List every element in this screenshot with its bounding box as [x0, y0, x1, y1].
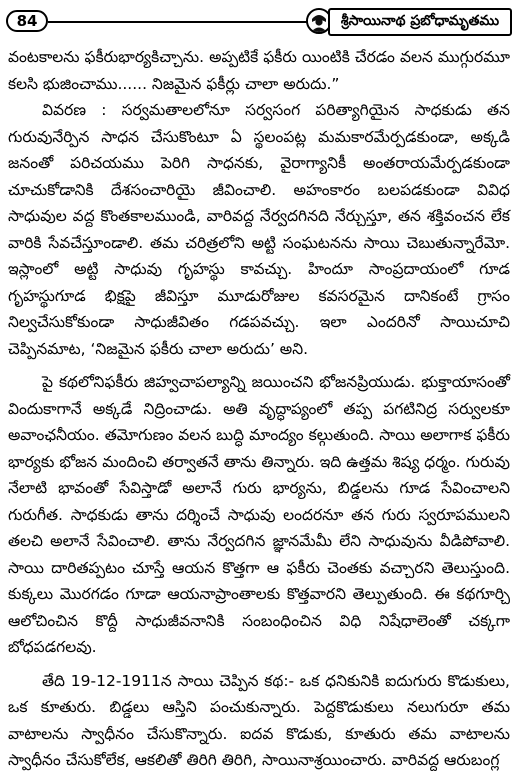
paragraph-1: వంటకాలను ఫకీరుభార్యకిచ్చాను. అప్పటికే ఫకీరు యింటికి చేరడం వలన ముగ్గురమూ కలసి భుజించాము...... నిజమైన ఫకీర్లు చాలా అరుదు.”: [8, 48, 510, 93]
paragraph-2: వివరణ : సర్వమతాలలోనూ సర్వసంగ పరిత్యాగియైన సాధకుడు తన గురువునేర్పిన సాధన చేసుకొంటూ ఏ స్థలంపట్ల మమకారమేర్పడకుండా, అక్కడి జనంతో పరిచయము పెరిగి సాధనకు, వైరాగ్యానికీ అంతరాయమేర్పడకుండా చూచుకోడానికి దేశసంచారియై జీవించాలి. అహంకారం బలపడకుండా వివిధ సాధువుల వద్ద కొంతకాలముండి, వారివద్ద నేర్వదగినది నేర్చుస్తూ, తన శక్తివంచన లేక వారికి సేవచేస్తూండాలి. తమ చరిత్రలోని అట్టి సంఘటనను సాయి చెబుతున్నారేమో. ఇస్లాంలో అట్టి సాధువు గృహస్థు కావచ్చు. హిందూ సాంప్రదాయంలో గూడ గృహస్థుగూడ భిక్షపై జీవిస్తూ మూడురోజుల కవసరమైన దానికంటే గ్రాసం నిల్వచేసుకోకుండా సాధుజీవితం గడపవచ్చు. ఇలా ఎందరినో సాయిచూచి చెప్పినమాట, ‘నిజమైన ఫకీరు చాలా అరుదు’ అని.: [8, 101, 510, 358]
page-header: [6, 8, 512, 40]
book-title-box: [328, 8, 512, 36]
paragraph-4: తేది 19-12-1911న సాయి చెప్పిన కథ:- ఒక ధనికునికి ఐదుగురు కొడుకులు, ఒక కూతురు. బిడ్డలు ఆస్తిని పంచుకున్నారు. పెద్దకొడుకులు నలుగురూ తమ వాటాలను స్వాధీనం చేసుకొన్నారు. ఐదవ కొడుకు, కూతురు తమ వాటాలను స్వాధీనం చేసుకోలేక, ఆకలితో తిరిగి తిరిగి, సాయినాశ్రయించారు. వారివద్ద ఆరుబంగ్ల: [8, 671, 510, 769]
page-number: 84: [16, 12, 38, 30]
page-body: [8, 44, 510, 774]
paragraph-3: పై కథలోనిఫకీరు జిహ్వచాపల్యాన్ని జయించని భోజనప్రియుడు. భుక్తాయాసంతో విందుకాగానే అక్కడే నిద్రించాడు. అతి వృద్ధాప్యంలో తప్ప పగటినిద్ర సర్వులకూ అవాంఛనీయం. తమోగుణం వలన బుద్ధి మాంద్యం కల్గుతుంది. సాయి అలాగాక ఫకీరు భార్యకు భోజన మందించి తర్వాతనే తాను తిన్నారు. ఇది ఉత్తమ శిష్య ధర్మం. గురువు నేలాటి భావంతో సేవిస్తాడో అలానే గురు భార్యను, బిడ్డలను గూడ సేవించాలని గురుగీత. సాధకుడు తాను దర్శించే సాధువు లందరనూ తన గురు స్వరూపములని తలచి అలానే సేవించాలి. తాను నేర్వదగిన జ్ఞానమేమీ లేని సాధువును వీడిపోవాలి. సాయి దారితప్పటం చూస్తే ఆయన కొత్తగా ఆ ఫకీరు చెంతకు వచ్చారని తెలుస్తుంది. కుక్కలు మొరగడం గూడా ఆయనాప్రాంతాలకు కొత్తవారని తెల్పుతుంది. ఈ కథగూర్చి ఆలోచించిన కొద్దీ సాధుజీవనానికి సంబంధించిన విధి నిషేధాలెంతో చక్కగా బోధపడగలవు.: [8, 373, 510, 656]
book-title: శ్రీసాయినాథ ప్రబోధామృతము: [340, 12, 500, 29]
page-number-badge: [6, 10, 48, 32]
